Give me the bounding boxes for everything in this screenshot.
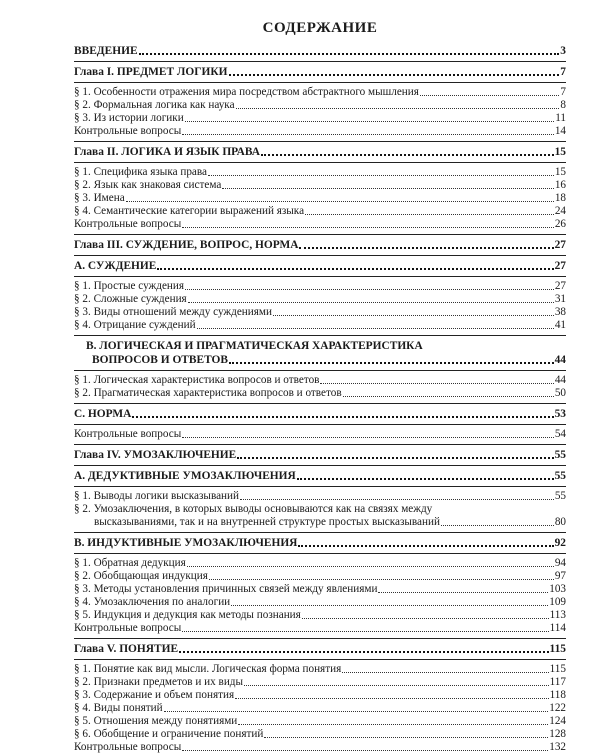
leader-dots [240, 498, 554, 500]
toc-entry [74, 516, 566, 529]
toc-entry-title: § 1. Простые суждения [74, 280, 185, 292]
leader-dots [185, 288, 554, 290]
toc-entry-title: § 3. Из истории логики [74, 112, 184, 124]
toc-entry [74, 583, 566, 596]
toc-entry [74, 490, 566, 503]
toc-entry-title: § 5. Отношения между понятиями [74, 715, 238, 727]
toc-entry [74, 306, 566, 319]
toc-page-number: 124 [549, 715, 566, 727]
toc-entry [74, 728, 566, 741]
toc-page-number: 94 [554, 557, 566, 569]
leader-dots [420, 94, 559, 96]
toc-entry-title: § 4. Умозаключения по аналогии [74, 596, 231, 608]
leader-dots [378, 591, 548, 593]
toc-page-number: 55 [554, 470, 566, 482]
toc-heading [74, 145, 566, 159]
section-divider [74, 370, 566, 371]
toc-entry-title-cont: ВОПРОСОВ И ОТВЕТОВ [92, 354, 229, 366]
toc-page-number: 109 [549, 596, 566, 608]
section-divider [74, 403, 566, 404]
section-divider [74, 553, 566, 554]
toc-entry [74, 676, 566, 689]
leader-dots [231, 604, 548, 606]
toc-entry-title: § 1. Выводы логики высказываний [74, 490, 240, 502]
toc-entry-title: В. ИНДУКТИВНЫЕ УМОЗАКЛЮЧЕНИЯ [74, 537, 298, 549]
section-divider [74, 335, 566, 336]
leader-dots [164, 710, 549, 712]
toc-page-number: 122 [549, 702, 566, 714]
toc-heading [74, 536, 566, 550]
toc-page-number: 7 [560, 86, 566, 98]
leader-dots [320, 382, 553, 384]
toc-heading [74, 407, 566, 421]
leader-dots [302, 617, 549, 619]
toc-entry-title: Контрольные вопросы [74, 218, 182, 230]
leader-dots [197, 327, 554, 329]
section-divider [74, 141, 566, 142]
toc-page-number: 18 [554, 192, 566, 204]
toc-page-number: 54 [554, 428, 566, 440]
section-divider [74, 532, 566, 533]
toc-entry-title: § 4. Семантические категории выражений языка [74, 205, 305, 217]
toc-entry-title: § 4. Виды понятий [74, 702, 163, 714]
leader-dots [264, 736, 548, 738]
toc-entry-title: А. СУЖДЕНИЕ [74, 260, 157, 272]
toc-page-number: 103 [549, 583, 566, 595]
toc-entry-title: А. ДЕДУКТИВНЫЕ УМОЗАКЛЮЧЕНИЯ [74, 470, 296, 482]
leader-dots [222, 187, 554, 189]
toc-entry [74, 293, 566, 306]
toc-page-number: 8 [560, 99, 566, 111]
toc-entry-title: § 4. Отрицание суждений [74, 319, 196, 331]
toc-entry [74, 428, 566, 441]
toc-heading [74, 44, 566, 58]
section-divider [74, 659, 566, 660]
toc-entry-title: § 3. Содержание и объем понятия [74, 689, 235, 701]
leader-dots [182, 133, 554, 135]
toc-page-number: 97 [554, 570, 566, 582]
toc-entry-title: § 5. Индукция и дедукция как методы познания [74, 609, 301, 621]
toc-page-number: 132 [549, 741, 566, 753]
toc-entry [74, 557, 566, 570]
section-divider [74, 486, 566, 487]
toc-entry-title: § 2. Формальная логика как наука [74, 99, 235, 111]
toc-heading [74, 238, 566, 252]
section-divider [74, 638, 566, 639]
leader-dots [305, 213, 554, 215]
toc-entry [74, 609, 566, 622]
leader-dots [208, 174, 554, 176]
toc-page-number: 92 [554, 537, 566, 549]
toc-entry [74, 353, 566, 367]
leader-dots [298, 544, 553, 547]
toc-entry [74, 387, 566, 400]
section-divider [74, 444, 566, 445]
leader-dots [229, 361, 554, 364]
leader-dots [273, 314, 554, 316]
toc-entry-title: Контрольные вопросы [74, 428, 182, 440]
section-divider [74, 234, 566, 235]
toc-entry [74, 280, 566, 293]
toc-entry-title: § 1. Обратная дедукция [74, 557, 186, 569]
leader-dots [238, 723, 548, 725]
toc-page-number: 44 [554, 374, 566, 386]
leader-dots [179, 650, 548, 653]
toc-page-number: 14 [554, 125, 566, 137]
toc-entry-title: § 3. Виды отношений между суждениями [74, 306, 272, 318]
toc-entry [74, 741, 566, 754]
section-divider [74, 276, 566, 277]
leader-dots [235, 697, 548, 699]
toc-entry-title: § 2. Признаки предметов и их виды [74, 676, 244, 688]
leader-dots [185, 120, 555, 122]
table-of-contents [74, 44, 566, 754]
section-divider [74, 61, 566, 62]
toc-entry-title: Глава II. ЛОГИКА И ЯЗЫК ПРАВА [74, 146, 261, 158]
toc-page-number: 80 [554, 516, 566, 528]
toc-entry [74, 112, 566, 125]
toc-entry-title: § 1. Специфика языка права [74, 166, 207, 178]
leader-dots [182, 630, 548, 632]
leader-dots [297, 477, 554, 480]
leader-dots [139, 52, 560, 55]
toc-page-number: 15 [554, 146, 566, 158]
toc-entry [74, 374, 566, 387]
toc-entry-title: § 2. Сложные суждения [74, 293, 187, 305]
toc-entry [74, 179, 566, 192]
page-title: СОДЕРЖАНИЕ [262, 20, 378, 36]
toc-entry-title: § 1. Логическая характеристика вопросов и ответов [74, 374, 320, 386]
leader-dots [182, 436, 554, 438]
toc-page-number: 55 [554, 449, 566, 461]
toc-entry-title: § 2. Прагматическая характеристика вопросов и ответов [74, 387, 342, 399]
leader-dots [261, 153, 554, 156]
toc-entry-title: Глава I. ПРЕДМЕТ ЛОГИКИ [74, 66, 228, 78]
toc-heading [74, 448, 566, 462]
toc-page-number: 3 [560, 45, 566, 57]
toc-page-number: 55 [554, 490, 566, 502]
leader-dots [343, 395, 554, 397]
leader-dots [126, 200, 554, 202]
toc-entry [74, 570, 566, 583]
toc-entry [74, 702, 566, 715]
toc-entry [74, 319, 566, 332]
toc-entry-title: § 6. Обобщение и ограничение понятий [74, 728, 264, 740]
toc-entry-title: Глава V. ПОНЯТИЕ [74, 643, 179, 655]
toc-page-number: 26 [554, 218, 566, 230]
toc-heading [74, 469, 566, 483]
leader-dots [299, 246, 553, 249]
toc-entry [74, 663, 566, 676]
leader-dots [209, 578, 554, 580]
toc-entry-title: § 1. Понятие как вид мысли. Логическая форма понятия [74, 663, 342, 675]
toc-entry-title: § 2. Язык как знаковая система [74, 179, 222, 191]
leader-dots [157, 267, 553, 270]
leader-dots [342, 671, 548, 673]
toc-entry-title: Контрольные вопросы [74, 622, 182, 634]
toc-page-number: 115 [549, 663, 566, 675]
toc-page-number: 27 [554, 239, 566, 251]
toc-entry-title: § 1. Особенности отражения мира посредством абстрактного мышления [74, 86, 419, 98]
toc-entry [74, 622, 566, 635]
toc-entry-title: Глава III. СУЖДЕНИЕ, ВОПРОС, НОРМА [74, 239, 299, 251]
toc-entry [74, 689, 566, 702]
toc-page-number: 128 [549, 728, 566, 740]
leader-dots [182, 749, 548, 751]
toc-page-number: 11 [555, 112, 566, 124]
leader-dots [236, 107, 560, 109]
toc-entry [74, 596, 566, 609]
toc-heading [74, 642, 566, 656]
leader-dots [132, 415, 553, 418]
section-divider [74, 82, 566, 83]
toc-heading [74, 259, 566, 273]
toc-page-number: 7 [560, 66, 566, 78]
toc-page-number: 113 [549, 609, 566, 621]
toc-entry-title: С. НОРМА [74, 408, 132, 420]
toc-entry [74, 715, 566, 728]
toc-page-number: 118 [549, 689, 566, 701]
toc-page-number: 53 [554, 408, 566, 420]
toc-entry-title: В. ЛОГИЧЕСКАЯ И ПРАГМАТИЧЕСКАЯ ХАРАКТЕРИСТИКА [86, 340, 423, 352]
leader-dots [441, 524, 554, 526]
toc-entry-title: Контрольные вопросы [74, 741, 182, 753]
toc-entry-title: § 3. Методы установления причинных связей между явлениями [74, 583, 378, 595]
section-divider [74, 162, 566, 163]
leader-dots [229, 73, 560, 76]
toc-page-number: 15 [554, 166, 566, 178]
toc-entry-line [74, 339, 566, 353]
section-divider [74, 424, 566, 425]
toc-entry-title: § 2. Обобщающая индукция [74, 570, 208, 582]
toc-entry-line [74, 503, 566, 516]
toc-entry [74, 125, 566, 138]
toc-entry [74, 192, 566, 205]
toc-entry-title: § 2. Умозаключения, в которых выводы основываются как на связях между [74, 503, 433, 515]
toc-page-number: 44 [554, 354, 566, 366]
toc-entry-title: Глава IV. УМОЗАКЛЮЧЕНИЕ [74, 449, 237, 461]
leader-dots [182, 226, 554, 228]
section-divider [74, 465, 566, 466]
leader-dots [187, 565, 554, 567]
toc-page-number: 16 [554, 179, 566, 191]
toc-entry [74, 99, 566, 112]
toc-entry [74, 86, 566, 99]
toc-page-number: 24 [554, 205, 566, 217]
toc-entry-title-cont: высказываниями, так и на внутренней структуре простых высказываний [94, 516, 440, 528]
leader-dots [244, 684, 549, 686]
toc-page-number: 41 [554, 319, 566, 331]
toc-page-number: 27 [554, 260, 566, 272]
leader-dots [188, 301, 554, 303]
toc-page-number: 115 [549, 643, 566, 655]
toc-entry-title: ВВЕДЕНИЕ [74, 45, 138, 57]
section-divider [74, 255, 566, 256]
toc-entry [74, 166, 566, 179]
toc-heading [74, 65, 566, 79]
toc-page-number: 117 [549, 676, 566, 688]
toc-page-number: 50 [554, 387, 566, 399]
toc-page-number: 38 [554, 306, 566, 318]
leader-dots [237, 456, 553, 459]
toc-page-number: 27 [554, 280, 566, 292]
toc-entry-title: § 3. Имена [74, 192, 125, 204]
toc-entry [74, 205, 566, 218]
toc-entry-title: Контрольные вопросы [74, 125, 182, 137]
toc-page-number: 114 [549, 622, 566, 634]
toc-page-number: 31 [554, 293, 566, 305]
toc-entry [74, 218, 566, 231]
